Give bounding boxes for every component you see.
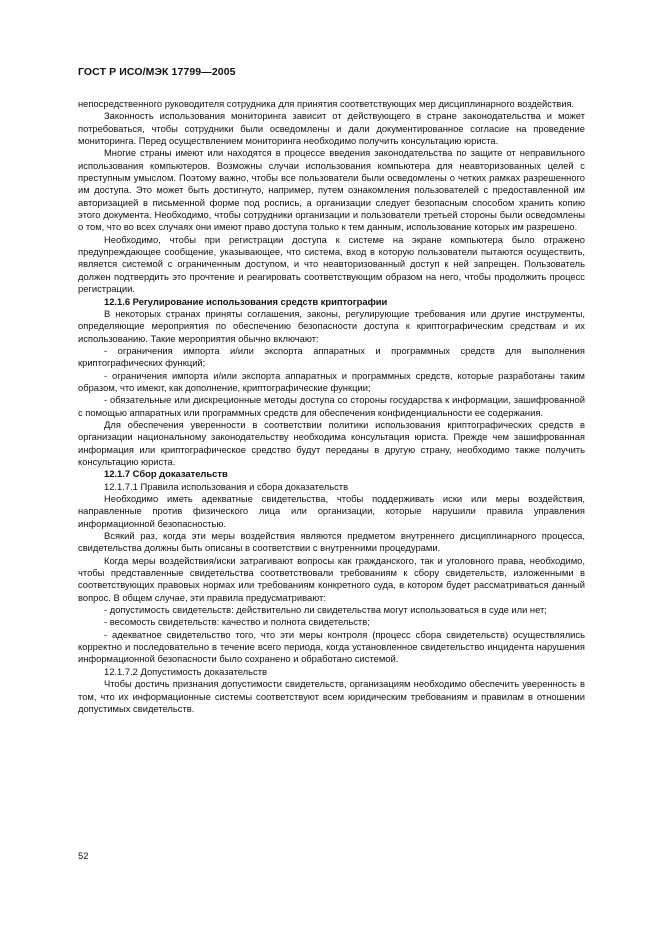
- list-item-crypto-addon-import-export: - ограничения импорта и/или экспорта аппаратных и программных средств, которые разработаны таким образом, что имеют, как дополнение, криптографические функции;: [78, 369, 585, 393]
- paragraph-adequate-evidence: Необходимо иметь адекватные свидетельства, чтобы поддерживать иски или меры воздействия, направленные против физического лица или организации, которые нарушили правила управления информационной безопасностью.: [78, 493, 585, 529]
- document-header-title: ГОСТ Р ИСО/МЭК 17799—2005: [78, 66, 236, 78]
- document-page: [78, 66, 585, 715]
- page-number: 52: [78, 850, 89, 861]
- paragraph-crypto-legal-consultation: Для обеспечения уверенности в соответствии политики использования криптографических средств в организации национальному законодательству необходима консультация юриста. Прежде чем зашифрованная информация или криптографическое средство будут переданы в другую страну, необходимо также получить консультацию юриста.: [78, 418, 585, 467]
- subsection-heading-12-1-7-2: 12.1.7.2 Допустимость доказательств: [104, 665, 267, 677]
- paragraph-crypto-regulation-intro: В некоторых странах приняты соглашения, законы, регулирующие требования или другие инструменты, определяющие мероприятия по обеспечению безопасности доступа к криптографическим средствам и их использованию. Такие мероприятия обычно включают:: [78, 307, 585, 344]
- list-item-crypto-import-export: - ограничения импорта и/или экспорта аппаратных и программных средств для выполнения криптографических функций;: [78, 344, 585, 369]
- subsection-heading-12-1-7-1: 12.1.7.1 Правила использования и сбора доказательств: [104, 480, 349, 492]
- paragraph-admissibility-compliance: Чтобы достичь признания допустимости свидетельств, организациям необходимо обеспечить уверенность в том, что их информационные системы соответствуют всем юридическим требованиям и правилам в отношении допустимых свидетельств.: [78, 678, 585, 714]
- paragraph-login-warning: Необходимо, чтобы при регистрации доступа к системе на экране компьютера было отражено предупреждающее сообщение, указывающее, что система, вход в которую пользователи пытаются осуществить, является системой с ограниченным доступом, и что неавторизованный доступ к ней запрещен. Пользователь должен подтвердить это прочтение и реагировать соответствующим образом на него, чтобы продолжить процесс регистрации.: [78, 233, 585, 295]
- document-body: [78, 98, 585, 715]
- paragraph-internal-disciplinary: Всякий раз, когда эти меры воздействия являются предметом внутреннего дисциплинарного процесса, свидетельства должны быть описаны в соответствии с внутренними процедурами.: [78, 530, 585, 554]
- section-heading-12-1-6: 12.1.6 Регулирование использования средств криптографии: [104, 295, 388, 307]
- section-heading-12-1-7: 12.1.7 Сбор доказательств: [104, 468, 228, 480]
- paragraph-monitoring-legality: Законность использования мониторинга зависит от действующего в стране законодательства и может потребоваться, чтобы сотрудники были осведомлены и дали документированное согласие на проведение мониторинга. Перед осуществлением мониторинга необходимо получить консультацию юриста.: [78, 110, 585, 147]
- list-item-adequate-evidence-controls: - адекватное свидетельство того, что эти меры контроля (процесс сбора свидетельств) осуществлялись корректно и последовательно в течение всего периода, когда установленное свидетельство инцидента нарушения информационной безопасности было сохранено и обработано системой.: [78, 628, 585, 665]
- paragraph-civil-criminal-law: Когда меры воздействия/иски затрагивают вопросы как гражданского, так и уголовного права, необходимо, чтобы представленные свидетельства соответствовали требованиям к сбору свидетельств, изложенными в соответствующих правовых нормах или требованиям конкретного суда, в котором будет рассматриваться данный вопрос. В общем случае, эти правила предусматривают:: [78, 554, 585, 603]
- paragraph-computer-misuse-law: Многие страны имеют или находятся в процессе введения законодательства по защите от неправильного использования компьютеров. Возможны случаи использования компьютера для неавторизованных целей с преступным умыслом. Поэтому важно, чтобы все пользователи были осведомлены о четких рамках разрешенного им доступа. Это может быть достигнуто, например, путем ознакомления пользователей с предоставленной им авторизацией в письменной форме под роспись, а организации следует безопасным способом хранить копию этого документа. Необходимо, чтобы сотрудники организации и пользователи третьей стороны были осведомлены о том, что во всех случаях они имеют право доступа только к тем данным, использование которых им разрешено.: [78, 147, 585, 233]
- list-item-state-access-methods: - обязательные или дискреционные методы доступа со стороны государства к информации, зашифрованной с помощью аппаратных или программных средств для обеспечения конфиденциальности ее содержания.: [78, 394, 585, 418]
- list-item-admissibility: - допустимость свидетельств: действительно ли свидетельства могут использоваться в суде или нет;: [104, 604, 547, 616]
- paragraph-continuation: непосредственного руководителя сотрудника для принятия соответствующих мер дисциплинарного воздействия.: [78, 98, 575, 109]
- list-item-weight-of-evidence: - весомость свидетельств: качество и полнота свидетельств;: [104, 616, 370, 628]
